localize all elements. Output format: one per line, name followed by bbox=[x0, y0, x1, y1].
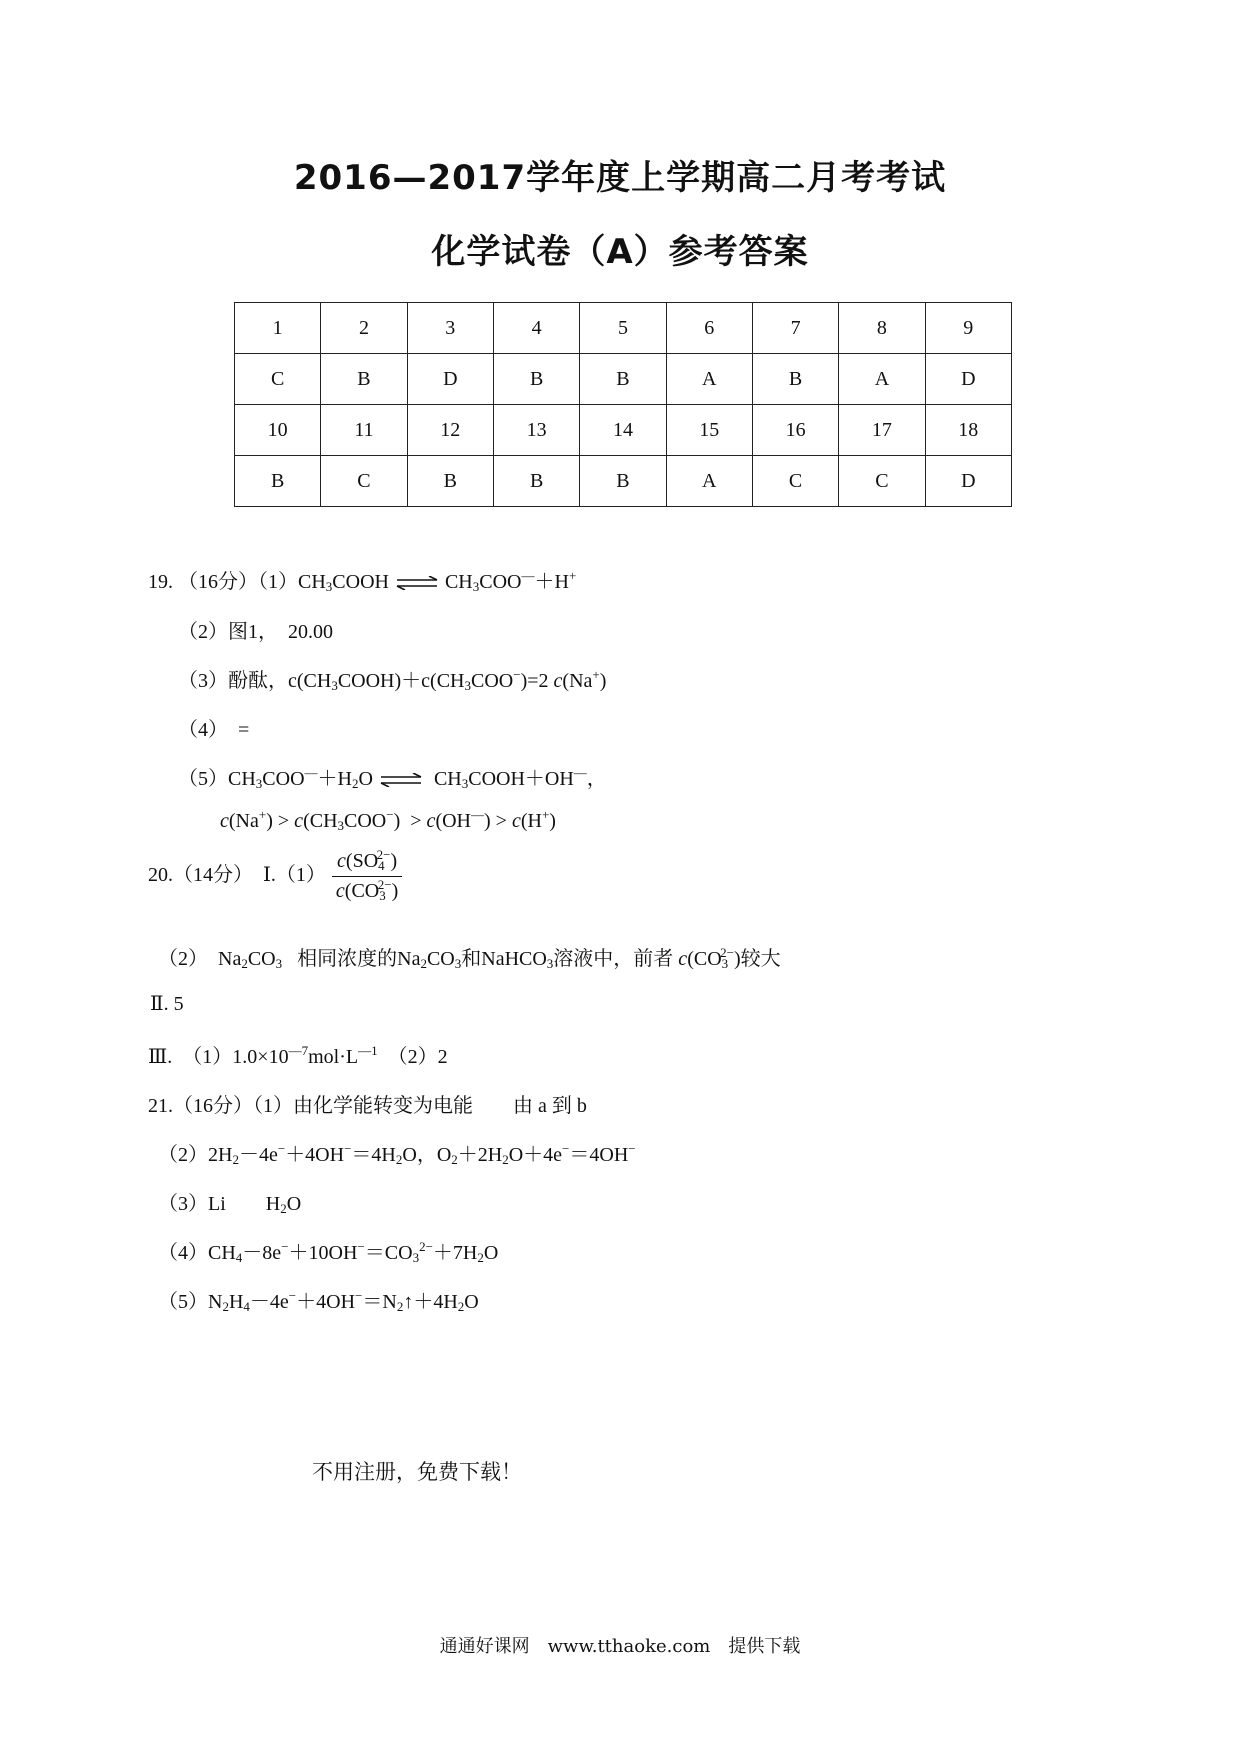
table-cell: B bbox=[580, 354, 666, 405]
table-row bbox=[235, 303, 1012, 354]
table-cell: C bbox=[839, 456, 925, 507]
q20-part2-text2: 溶液中，前者 bbox=[553, 948, 674, 970]
answer-table bbox=[234, 302, 1012, 507]
q20-part-ii: Ⅱ. 5 bbox=[150, 993, 184, 1015]
q20-part3-prefix: Ⅲ. （1）1.0×10 bbox=[148, 1046, 289, 1068]
table-cell: 14 bbox=[580, 405, 666, 456]
q20-part2-text3: 较大 bbox=[740, 948, 781, 970]
q20-part1 bbox=[148, 847, 402, 903]
table-cell: 11 bbox=[321, 405, 407, 456]
equilibrium-arrow-icon bbox=[379, 773, 423, 787]
q19-part4: （4） = bbox=[178, 719, 250, 741]
q19-part3-label: （3）酚酞， bbox=[178, 670, 288, 692]
table-cell: A bbox=[839, 354, 925, 405]
table-cell: 15 bbox=[666, 405, 752, 456]
q19-part5-order: $c(Na^+) > c(CH_3COO^-) > c(OH^—) > c(H^+)$ bbox=[220, 807, 556, 833]
table-cell: A bbox=[666, 456, 752, 507]
q20-part2-text: 相同浓度的 bbox=[297, 948, 398, 970]
table-cell: 3 bbox=[407, 303, 493, 354]
table-cell: B bbox=[752, 354, 838, 405]
table-cell: 4 bbox=[493, 303, 579, 354]
q20-head: 20.（14分） Ⅰ.（1） bbox=[148, 864, 326, 887]
table-cell: 2 bbox=[321, 303, 407, 354]
table-cell: B bbox=[493, 354, 579, 405]
table-cell: 7 bbox=[752, 303, 838, 354]
table-cell: A bbox=[666, 354, 752, 405]
q19-part1: 19. （16分）$(1)CH_3COOH$ $CH_3COO^—+H^+$ bbox=[148, 568, 577, 594]
q19-part2: （2）图1， 20.00 bbox=[178, 621, 333, 643]
title-line2: 化学试卷（A）参考答案 bbox=[431, 232, 809, 272]
table-cell: B bbox=[321, 354, 407, 405]
q19-part5: $(5)CH_3COO^—+H_2O$ $CH_3COOH+OH^—$， bbox=[178, 765, 607, 791]
q21-part3-text: （3）Li H bbox=[158, 1193, 281, 1215]
q20-part2-prefix: （2） Na bbox=[158, 948, 242, 970]
q19-part3: （3）酚酞，$c(CH_3COOH)+c(CH_3COO^-)=2$ c(Na+) bbox=[178, 667, 607, 693]
table-cell: B bbox=[493, 456, 579, 507]
table-row bbox=[235, 354, 1012, 405]
table-row bbox=[235, 405, 1012, 456]
q21-part3: （3）Li $H_2O$ bbox=[158, 1193, 302, 1216]
table-cell: B bbox=[235, 456, 321, 507]
table-cell: D bbox=[925, 354, 1011, 405]
table-cell: C bbox=[752, 456, 838, 507]
download-notice: 不用注册，免费下载！ bbox=[312, 1460, 522, 1484]
q20-part-iii: Ⅲ. $(1)1.0\times 10^{—7}mol\cdot L^{—1}$ （2）2 bbox=[148, 1043, 448, 1068]
q20-part3-unit: mol·L bbox=[308, 1046, 359, 1068]
table-cell: C bbox=[321, 456, 407, 507]
table-cell: 1 bbox=[235, 303, 321, 354]
q21-part4: $(4)CH_4-8e^-+10OH^-=CO_3^{2-}+7H_2O$ bbox=[158, 1239, 499, 1265]
table-cell: 16 bbox=[752, 405, 838, 456]
table-cell: 10 bbox=[235, 405, 321, 456]
concentration-ratio-fraction: $\frac{c(SO_4^{2-})}{c(CO_3^{2-})}$ bbox=[332, 850, 402, 903]
q21-part5: $(5)N_2H_4-4e^-+4OH^-=N_2↑+4H_2O$ bbox=[158, 1288, 479, 1314]
table-cell: 18 bbox=[925, 405, 1011, 456]
table-cell: 17 bbox=[839, 405, 925, 456]
table-cell: 8 bbox=[839, 303, 925, 354]
table-row bbox=[235, 456, 1012, 507]
table-cell: B bbox=[407, 456, 493, 507]
q21-part2: $(2)2H_2-4e^-+4OH^-=4H_2O$，$O_2+2H_2O+4e^-=4OH^-$ bbox=[158, 1141, 636, 1167]
q21-part1: 21.（16分）（1）由化学能转变为电能 由 a 到 b bbox=[148, 1095, 587, 1117]
table-cell: B bbox=[580, 456, 666, 507]
table-cell: D bbox=[407, 354, 493, 405]
equilibrium-arrow-icon bbox=[395, 576, 439, 590]
q19-head: 19. （16分）（1） bbox=[148, 571, 298, 593]
table-cell: D bbox=[925, 456, 1011, 507]
q20-part3-suffix: （2）2 bbox=[377, 1046, 448, 1068]
q20-part2: （2） $Na_2CO_3$ 相同浓度的$Na_2CO_3$和NaHCO$_3$溶液中，前者 $c(CO_3^{2-})$较大 bbox=[158, 945, 781, 971]
table-cell: 12 bbox=[407, 405, 493, 456]
table-cell: 6 bbox=[666, 303, 752, 354]
footer-credit: 通通好课网 www.tthaoke.com 提供下载 bbox=[439, 1636, 801, 1657]
table-cell: 9 bbox=[925, 303, 1011, 354]
title-line1: 2016—2017学年度上学期高二月考考试 bbox=[293, 158, 947, 198]
table-cell: 13 bbox=[493, 405, 579, 456]
table-cell: 5 bbox=[580, 303, 666, 354]
table-cell: C bbox=[235, 354, 321, 405]
q19-part5-label: （5） bbox=[178, 768, 228, 790]
